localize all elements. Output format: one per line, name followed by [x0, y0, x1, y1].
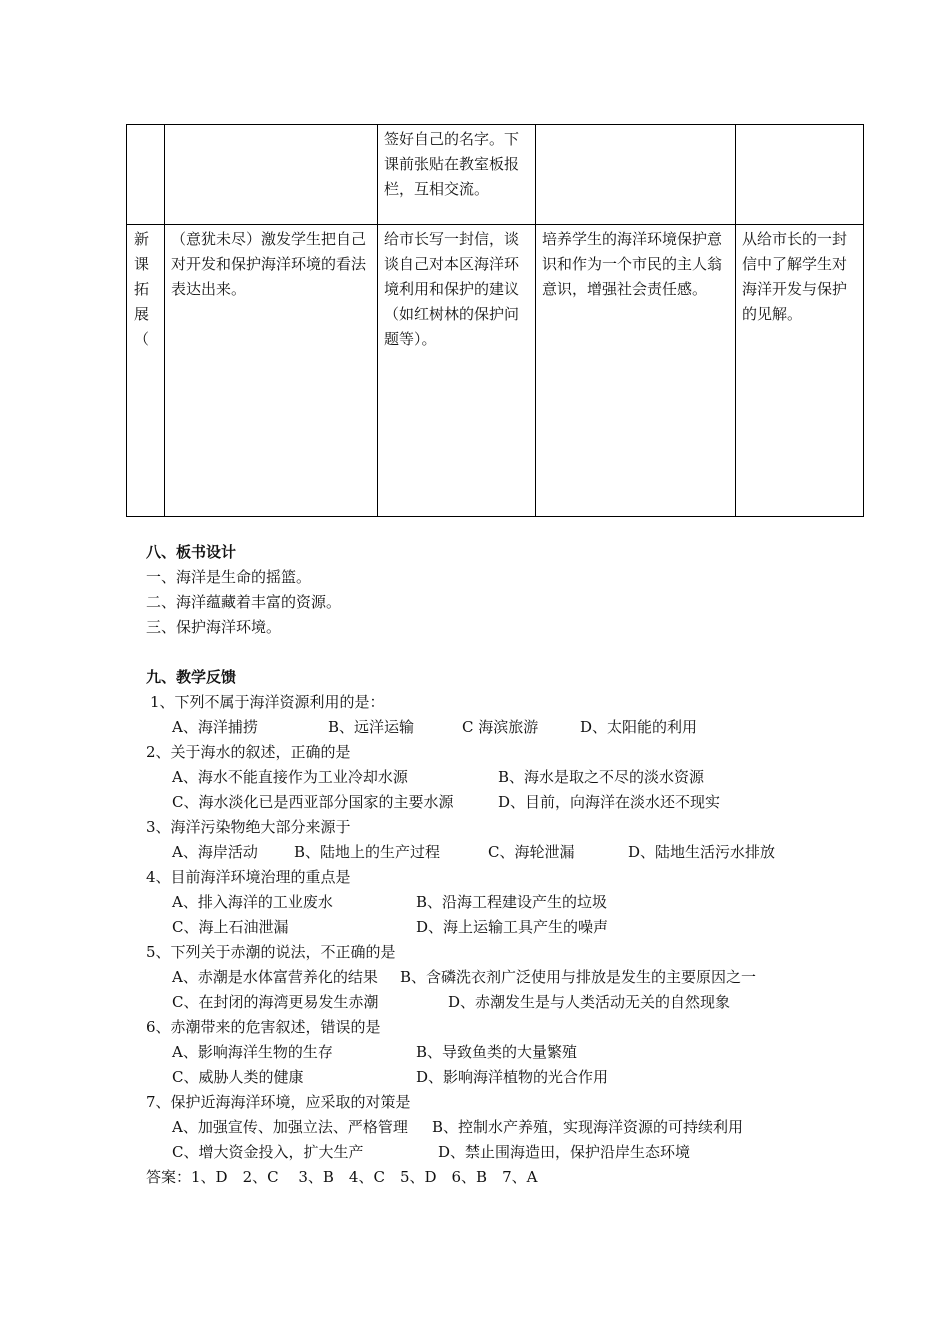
options-row [146, 915, 866, 940]
table-cell-goal: 培养学生的海洋环境保护意识和作为一个市民的主人翁意识，增强社会责任感。 [536, 225, 736, 517]
option: D、陆地生活污水排放 [628, 843, 776, 861]
section-title: 八、板书设计 [146, 543, 237, 561]
option: B、沿海工程建设产生的垃圾 [416, 893, 608, 911]
feedback-section [146, 665, 866, 1190]
table-cell-student: 给市长写一封信，谈谈自己对本区海洋环境利用和保护的建议（如红树林的保护问题等）。 [378, 225, 536, 517]
board-design-section [146, 540, 866, 640]
options-row [146, 965, 866, 990]
options-row [146, 790, 866, 815]
option: C、在封闭的海湾更易发生赤潮 [172, 993, 379, 1011]
option: B、控制水产养殖，实现海洋资源的可持续利用 [432, 1118, 744, 1136]
option: A、加强宣传、加强立法、严格管理 [172, 1118, 408, 1136]
option: D、禁止围海造田，保护沿岸生态环境 [438, 1143, 691, 1161]
options-row [146, 990, 866, 1015]
option: B、陆地上的生产过程 [294, 843, 441, 861]
table-row [127, 125, 864, 225]
table-row [127, 225, 864, 517]
table-cell [165, 125, 378, 225]
option: B、导致鱼类的大量繁殖 [416, 1043, 578, 1061]
list-item: 一、海洋是生命的摇篮。 [146, 568, 312, 586]
question: 5、下列关于赤潮的说法，不正确的是 [146, 943, 396, 961]
option: B、含磷洗衣剂广泛使用与排放是发生的主要原因之一 [400, 968, 757, 986]
table-cell-assessment: 从给市长的一封信中了解学生对海洋开发与保护的见解。 [736, 225, 864, 517]
table-cell [127, 125, 165, 225]
option: A、海洋捕捞 [172, 718, 258, 736]
question: 6、赤潮带来的危害叙述，错误的是 [146, 1018, 381, 1036]
option: C、海水淡化已是西亚部分国家的主要水源 [172, 793, 454, 811]
option: A、赤潮是水体富营养化的结果 [172, 968, 378, 986]
option: A、海水不能直接作为工业冷却水源 [172, 768, 408, 786]
option: C、海轮泄漏 [488, 843, 575, 861]
table-cell: 签好自己的名字。下课前张贴在教室板报栏，互相交流。 [378, 125, 536, 225]
option: D、海上运输工具产生的噪声 [416, 918, 609, 936]
option: C、增大资金投入，扩大生产 [172, 1143, 364, 1161]
option: D、赤潮发生是与人类活动无关的自然现象 [448, 993, 731, 1011]
options-row [146, 1065, 866, 1090]
options-row [146, 890, 866, 915]
option: C 海滨旅游 [462, 718, 539, 736]
table-cell-stage: 新课拓展（ [127, 225, 165, 517]
question: 7、保护近海海洋环境，应采取的对策是 [146, 1093, 411, 1111]
table-cell-teacher: （意犹未尽）激发学生把自己对开发和保护海洋环境的看法表达出来。 [165, 225, 378, 517]
list-item: 二、海洋蕴藏着丰富的资源。 [146, 593, 342, 611]
question: 2、关于海水的叙述，正确的是 [146, 743, 351, 761]
lesson-table [126, 124, 864, 517]
question: 1、下列不属于海洋资源利用的是： [150, 693, 385, 711]
section-title: 九、教学反馈 [146, 668, 237, 686]
option: A、影响海洋生物的生存 [172, 1043, 333, 1061]
options-row [146, 715, 866, 740]
table-cell [536, 125, 736, 225]
option: B、海水是取之不尽的淡水资源 [498, 768, 705, 786]
list-item: 三、保护海洋环境。 [146, 618, 282, 636]
answer-key: 答案：1、D 2、C 3、B 4、C 5、D 6、B 7、A [146, 1168, 538, 1186]
table-cell [736, 125, 864, 225]
option: D、目前，向海洋在淡水还不现实 [498, 793, 721, 811]
option: A、排入海洋的工业废水 [172, 893, 333, 911]
question: 4、目前海洋环境治理的重点是 [146, 868, 351, 886]
option: C、海上石油泄漏 [172, 918, 289, 936]
option: D、太阳能的利用 [580, 718, 698, 736]
option: A、海岸活动 [172, 843, 258, 861]
options-row [146, 1115, 866, 1140]
question: 3、海洋污染物绝大部分来源于 [146, 818, 351, 836]
options-row [146, 765, 866, 790]
option: C、威胁人类的健康 [172, 1068, 304, 1086]
options-row [146, 1040, 866, 1065]
option: B、远洋运输 [328, 718, 415, 736]
option: D、影响海洋植物的光合作用 [416, 1068, 609, 1086]
options-row [146, 840, 866, 865]
options-row [146, 1140, 866, 1165]
